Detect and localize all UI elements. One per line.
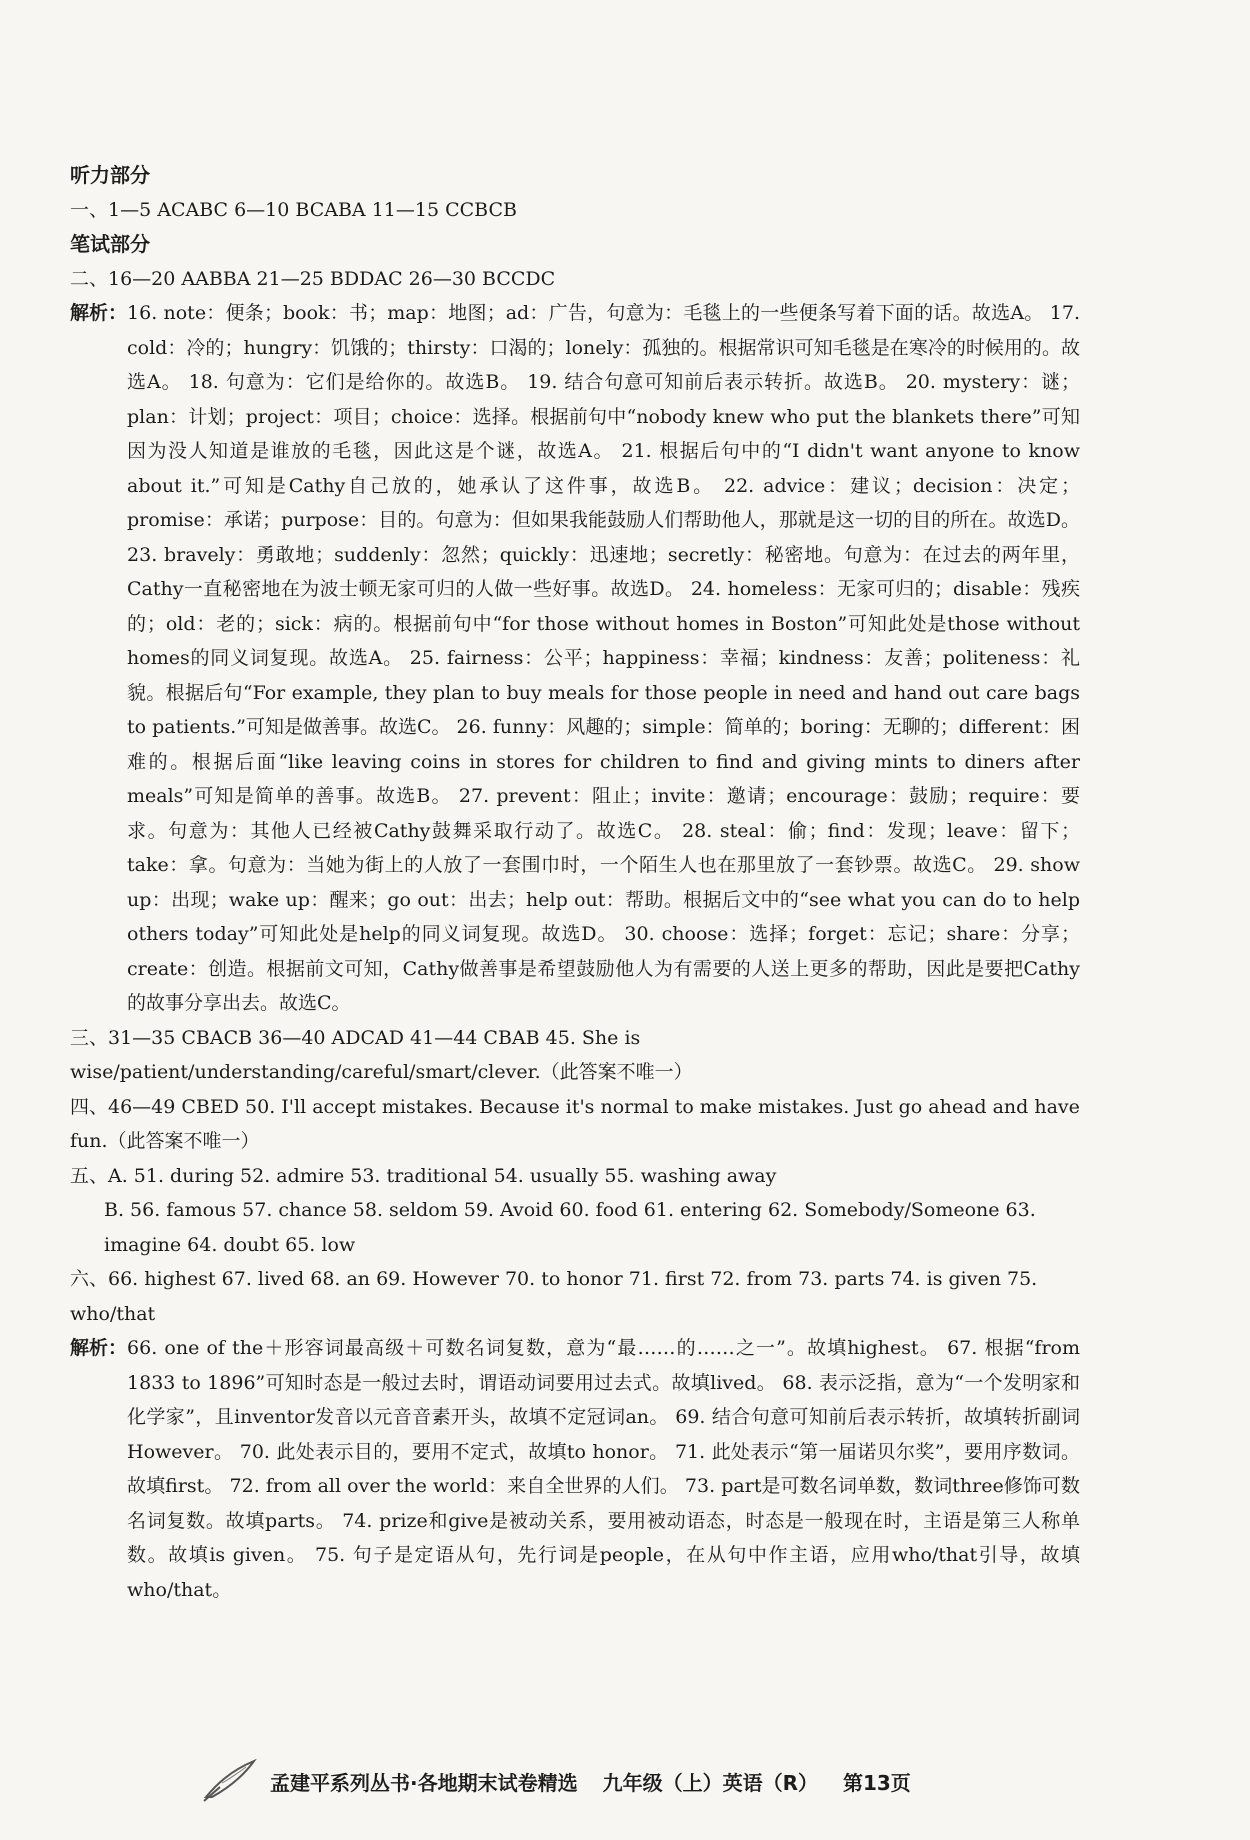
explanation-label: 解析：: [70, 302, 128, 324]
part6-answers: 六、66. highest 67. lived 68. an 69. However 70. to honor 71. first 72. from 73. parts 74. is given 75. who/that: [70, 1268, 1038, 1325]
answer-content: [70, 158, 1080, 1607]
footer-series: 孟建平系列丛书·各地期末试卷精选: [270, 1771, 578, 1795]
explanation-label: 解析：: [70, 1337, 128, 1359]
part6-explanation-block: [70, 1331, 1080, 1607]
listening-part1-answers: 一、1—5 ACABC 6—10 BCABA 11—15 CCBCB: [70, 198, 517, 221]
listening-heading: 听力部分: [70, 163, 150, 187]
part4-answers: 四、46—49 CBED 50. I'll accept mistakes. Because it's normal to make mistakes. Just go ahead and have fun.（此答案不唯一）: [70, 1095, 1080, 1152]
part5a-answers: 五、A. 51. during 52. admire 53. traditional 54. usually 55. washing away: [70, 1164, 777, 1187]
page-footer: [0, 1757, 1250, 1807]
part3-answers: 三、31—35 CBACB 36—40 ADCAD 41—44 CBAB 45. She is wise/patient/understanding/careful/smart/clever.（此答案不唯一）: [70, 1026, 693, 1083]
footer-page-number: 第13页: [842, 1771, 911, 1795]
part6-explanation: 66. one of the＋形容词最高级＋可数名词复数，意为“最……的……之一”。故填highest。 67. 根据“from 1833 to 1896”可知时态是一般过去时，谓语动词要用过去式。故填lived。 68. 表示泛指，意为“一个发明家和化学家”，且inventor发音以元音音素开头，故填不定冠词an。 69. 结合句意可知前后表示转折，故填转折副词However。 70. 此处表示目的，要用不定式，故填to honor。 71. 此处表示“第一届诺贝尔奖”，要用序数词。故填first。 72. from all over the world：来自全世界的人们。 73. part是可数名词单数，数词three修饰可数名词复数。故填parts。 74. prize和give是被动关系，要用被动语态，时态是一般现在时，主语是第三人称单数。故填is given。 75. 句子是定语从句，先行词是people，在从句中作主语，应用who/that引导，故填who/that。: [127, 1337, 1080, 1601]
part5b-answers: B. 56. famous 57. chance 58. seldom 59. Avoid 60. food 61. entering 62. Somebody/Someone 63. imagine 64. doubt 65. low: [104, 1199, 1036, 1256]
writing-heading: 笔试部分: [70, 232, 150, 256]
quill-logo-icon: [200, 1757, 260, 1803]
footer-grade-subject: 九年级（上）英语（R）: [602, 1771, 818, 1795]
part2-explanation-block: [70, 296, 1080, 1021]
part2-answers: 二、16—20 AABBA 21—25 BDDAC 26—30 BCCDC: [70, 267, 556, 290]
part2-explanation: 16. note：便条；book：书；map：地图；ad：广告，句意为：毛毯上的一些便条写着下面的话。故选A。 17. cold：冷的；hungry：饥饿的；thirsty：口渴的；lonely：孤独的。根据常识可知毛毯是在寒冷的时候用的。故选A。 18. 句意为：它们是给你的。故选B。 19. 结合句意可知前后表示转折。故选B。 20. mystery：谜；plan：计划；project：项目；choice：选择。根据前句中“nobody knew who put the blankets there”可知因为没人知道是谁放的毛毯，因此这是个谜，故选A。 21. 根据后句中的“I didn't want anyone to know about it.”可知是Cathy自己放的，她承认了这件事，故选B。 22. advice：建议；decision：决定；promise：承诺；purpose：目的。句意为：但如果我能鼓励人们帮助他人，那就是这一切的目的所在。故选D。 23. bravely：勇敢地；suddenly：忽然；quickly：迅速地；secretly：秘密地。句意为：在过去的两年里，Cathy一直秘密地在为波士顿无家可归的人做一些好事。故选D。 24. homeless：无家可归的；disable：残疾的；old：老的；sick：病的。根据前句中“for those without homes in Boston”可知此处是those without homes的同义词复现。故选A。 25. fairness：公平；happiness：幸福；kindness：友善；politeness：礼貌。根据后句“For example, they plan to buy meals for those people in need and hand out care bags to patients.”可知是做善事。故选C。 26. funny：风趣的；simple：简单的；boring：无聊的；different：困难的。根据后面“like leaving coins in stores for children to find and giving mints to diners after meals”可知是简单的善事。故选B。 27. prevent：阻止；invite：邀请；encourage：鼓励；require：要求。句意为：其他人已经被Cathy鼓舞采取行动了。故选C。 28. steal：偷；find：发现；leave：留下；take：拿。句意为：当她为街上的人放了一套围巾时，一个陌生人也在那里放了一套钞票。故选C。 29. show up：出现；wake up：醒来；go out：出去；help out：帮助。根据后文中的“see what you can do to help others today”可知此处是help的同义词复现。故选D。 30. choose：选择；forget：忘记；share：分享；create：创造。根据前文可知，Cathy做善事是希望鼓励他人为有需要的人送上更多的帮助，因此是要把Cathy的故事分享出去。故选C。: [127, 302, 1080, 1014]
